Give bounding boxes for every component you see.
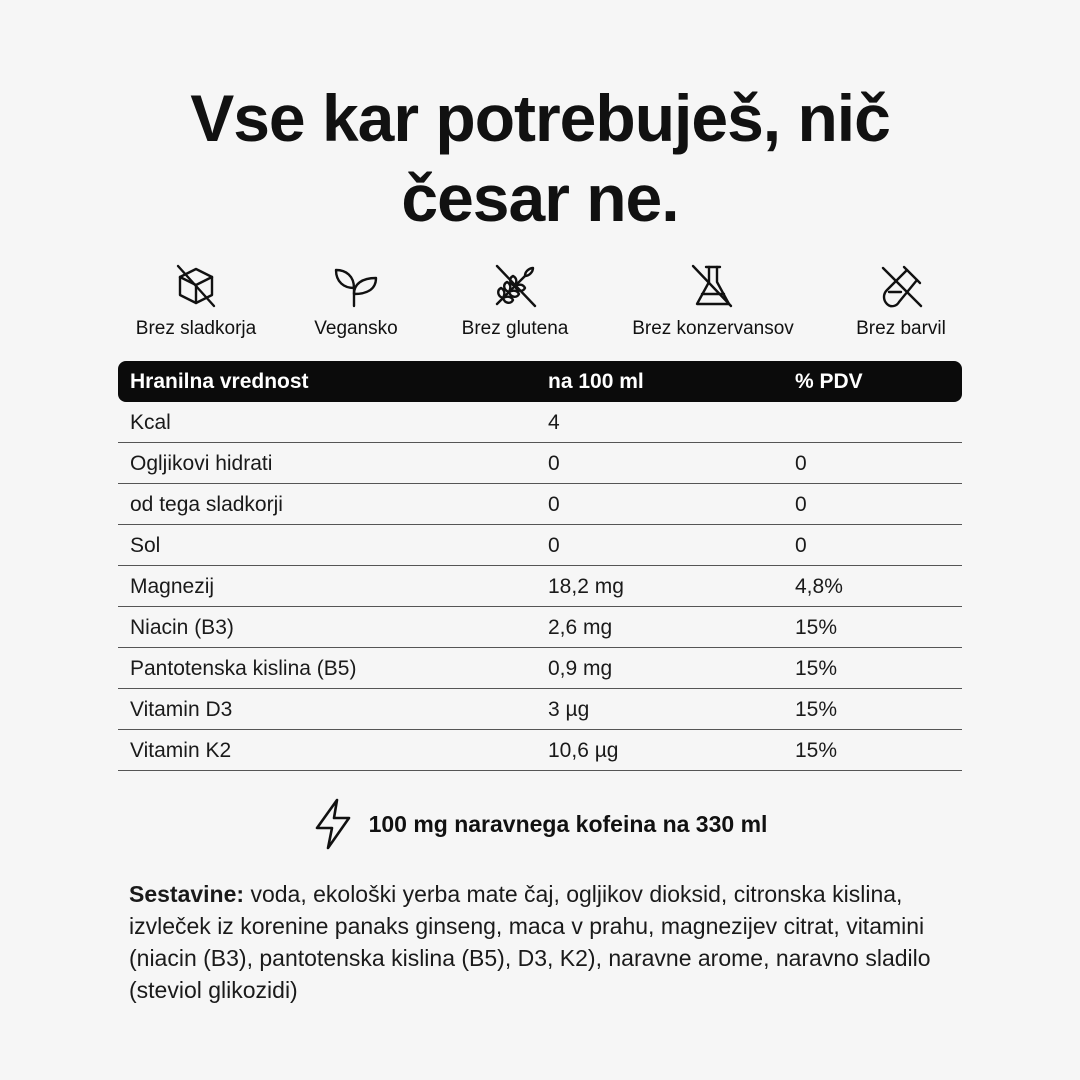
row-nutrient: Niacin (B3) <box>130 616 234 639</box>
table-row <box>118 443 962 484</box>
row-daily-value: 15% <box>795 616 838 639</box>
row-amount: 4 <box>548 411 560 434</box>
nutrition-table <box>118 361 962 771</box>
row-nutrient: Vitamin K2 <box>130 739 232 762</box>
row-amount: 3 µg <box>548 698 590 721</box>
title-line-1: Vse kar potrebuješ, nič <box>190 81 890 155</box>
row-daily-value: 0 <box>795 534 807 557</box>
header-daily-value: % PDV <box>795 370 863 393</box>
header-nutrient: Hranilna vrednost <box>130 370 309 393</box>
row-amount: 0 <box>548 493 560 516</box>
row-nutrient: Pantotenska kislina (B5) <box>130 657 357 680</box>
feature-no-colorants <box>848 262 954 340</box>
table-row <box>118 648 962 689</box>
ingredients-text <box>129 878 959 1006</box>
feature-gluten-free <box>454 262 576 340</box>
row-daily-value: 15% <box>795 698 838 721</box>
feature-list <box>118 262 962 344</box>
no-sugar-cube-icon <box>172 262 220 310</box>
no-wheat-icon <box>491 262 539 310</box>
row-nutrient: od tega sladkorji <box>130 493 283 516</box>
caffeine-note <box>0 798 1080 850</box>
row-nutrient: Vitamin D3 <box>130 698 233 721</box>
table-row <box>118 402 962 443</box>
row-daily-value: 15% <box>795 739 838 762</box>
row-amount: 0 <box>548 452 560 475</box>
row-amount: 18,2 mg <box>548 575 624 598</box>
sprout-icon <box>332 262 380 310</box>
table-row <box>118 525 962 566</box>
row-nutrient: Kcal <box>130 411 171 434</box>
row-amount: 2,6 mg <box>548 616 613 639</box>
page-title <box>0 78 1080 238</box>
no-flask-icon <box>689 262 737 310</box>
title-line-2: česar ne. <box>401 161 679 235</box>
row-daily-value: 0 <box>795 452 807 475</box>
table-row <box>118 607 962 648</box>
row-amount: 0 <box>548 534 560 557</box>
table-row <box>118 484 962 525</box>
table-row <box>118 730 962 771</box>
row-nutrient: Sol <box>130 534 161 557</box>
caffeine-text: 100 mg naravnega kofeina na 330 ml <box>368 810 768 837</box>
feature-no-preservatives <box>621 262 805 340</box>
ingredients-list: voda, ekološki yerba mate čaj, ogljikov dioksid, citronska kislina, izvleček iz korenine panaks ginseng, maca v prahu, magnezijev citrat, vitamini (niacin (B3), pantotenska kislina (B5), D3, K2), naravne arome, naravno sladilo (steviol glikozidi) <box>129 881 931 1003</box>
feature-no-sugar <box>129 262 263 340</box>
row-nutrient: Ogljikovi hidrati <box>130 452 273 475</box>
row-nutrient: Magnezij <box>130 575 215 598</box>
row-daily-value: 0 <box>795 493 807 516</box>
feature-label: Vegansko <box>314 318 398 339</box>
row-amount: 0,9 mg <box>548 657 613 680</box>
feature-label: Brez glutena <box>461 318 569 339</box>
row-amount: 10,6 µg <box>548 739 619 762</box>
feature-label: Brez sladkorja <box>135 318 257 339</box>
row-daily-value: 15% <box>795 657 838 680</box>
header-per-100ml: na 100 ml <box>548 370 644 393</box>
nutrition-table-header <box>118 361 962 402</box>
table-row <box>118 566 962 607</box>
row-daily-value: 4,8% <box>795 575 843 598</box>
feature-label: Brez konzervansov <box>632 318 794 339</box>
table-row <box>118 689 962 730</box>
ingredients-label: Sestavine: <box>129 881 245 907</box>
feature-label: Brez barvil <box>856 318 946 339</box>
lightning-bolt-icon <box>313 798 353 850</box>
no-test-tube-icon <box>877 262 925 310</box>
feature-vegan <box>301 262 411 340</box>
